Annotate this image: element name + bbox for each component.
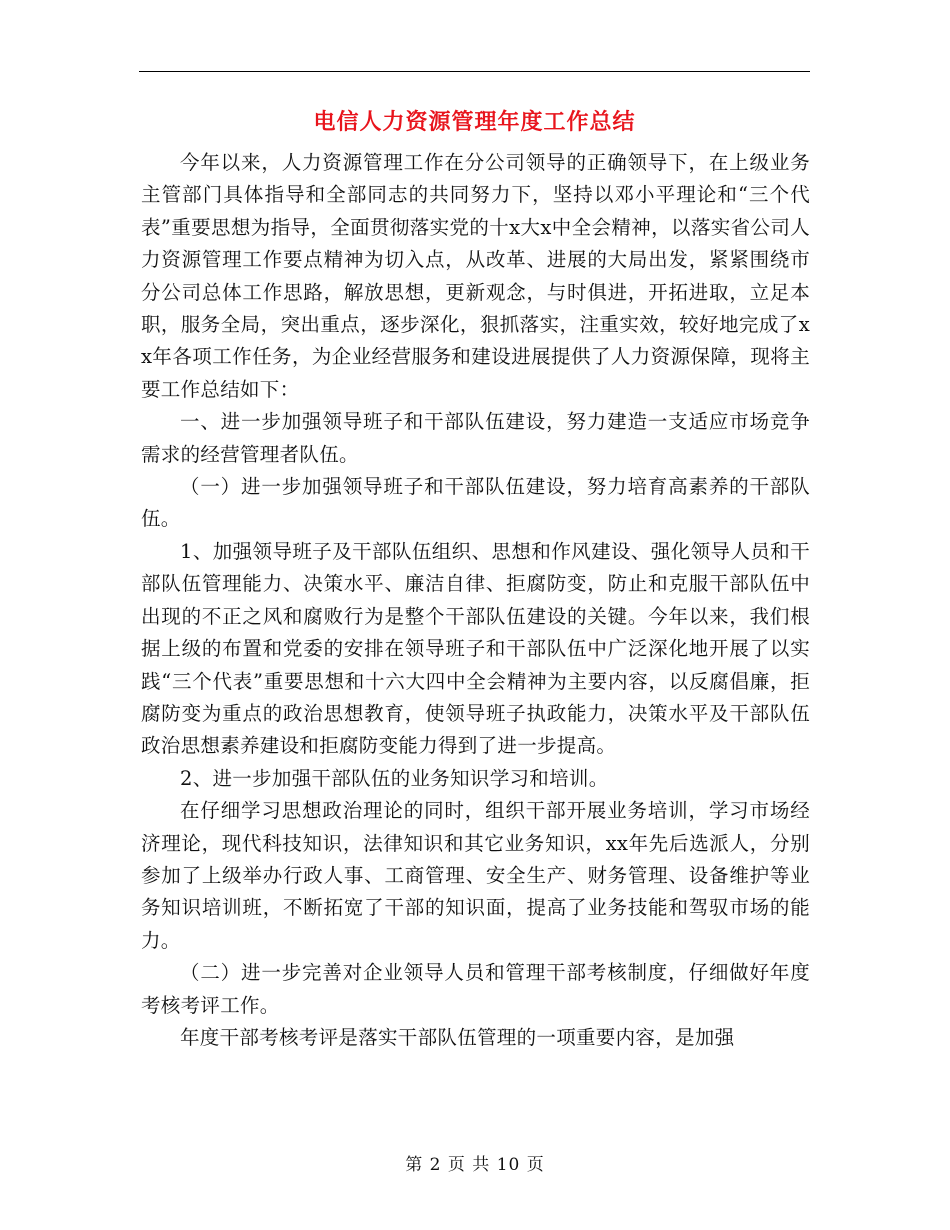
paragraph-item-2-heading: 2、进一步加强干部队伍的业务知识学习和培训。 (180, 766, 609, 790)
paragraph-item-1: 1、加强领导班子及干部队伍组织、思想和作风建设、强化领导人员和干部队伍管理能力、决策水平、廉洁自律、拒腐防变，防止和克服干部队伍中出现的不正之风和腐败行为是整个干部队伍建设的关键。今年以来，我们根据上级的布置和党委的安排在领导班子和干部队伍中广泛深化地开展了以实践“三个代表”重要思想和十六大四中全会精神为主要内容，以反腐倡廉，拒腐防变为重点的政治思想教育，使领导班子执政能力，决策水平及干部队伍政治思想素养建设和拒腐防变能力得到了进一步提高。 (141, 539, 810, 758)
document-title: 电信人力资源管理年度工作总结 (313, 109, 636, 135)
page-number-footer: 第 2 页 共 10 页 (405, 1155, 545, 1175)
paragraph-section-1-heading: 一、进一步加强领导班子和干部队伍建设，努力建造一支适应市场竞争需求的经营管理者队伍。 (141, 410, 810, 466)
paragraph-item-2-body: 在仔细学习思想政治理论的同时，组织干部开展业务培训，学习市场经济理论，现代科技知识，法律知识和其它业务知识，xx年先后选派人，分别参加了上级举办行政人事、工商管理、安全生产、财务管理、设备维护等业务知识培训班，不断拓宽了干部的知识面，提高了业务技能和驾驭市场的能力。 (141, 799, 810, 952)
paragraph-subsection-2-body: 年度干部考核考评是落实干部队伍管理的一项重要内容，是加强 (180, 1025, 735, 1049)
paragraph-subsection-2-heading: （二）进一步完善对企业领导人员和管理干部考核制度，仔细做好年度考核考评工作。 (141, 961, 810, 1017)
paragraph-intro: 今年以来，人力资源管理工作在分公司领导的正确领导下，在上级业务主管部门具体指导和全部同志的共同努力下，坚持以邓小平理论和“三个代表”重要思想为指导，全面贯彻落实党的十x大x中全会精神，以落实省公司人力资源管理工作要点精神为切入点，从改革、进展的大局出发，紧紧围绕市分公司总体工作思路，解放思想，更新观念，与时俱进，开拓进取，立足本职，服务全局，突出重点，逐步深化，狠抓落实，注重实效，较好地完成了xx年各项工作任务，为企业经营服务和建设进展提供了人力资源保障，现将主要工作总结如下： (141, 151, 810, 401)
header-rule (139, 71, 810, 72)
document-body (141, 147, 810, 1054)
paragraph-subsection-1-heading: （一）进一步加强领导班子和干部队伍建设，努力培育高素养的干部队伍。 (141, 475, 810, 531)
